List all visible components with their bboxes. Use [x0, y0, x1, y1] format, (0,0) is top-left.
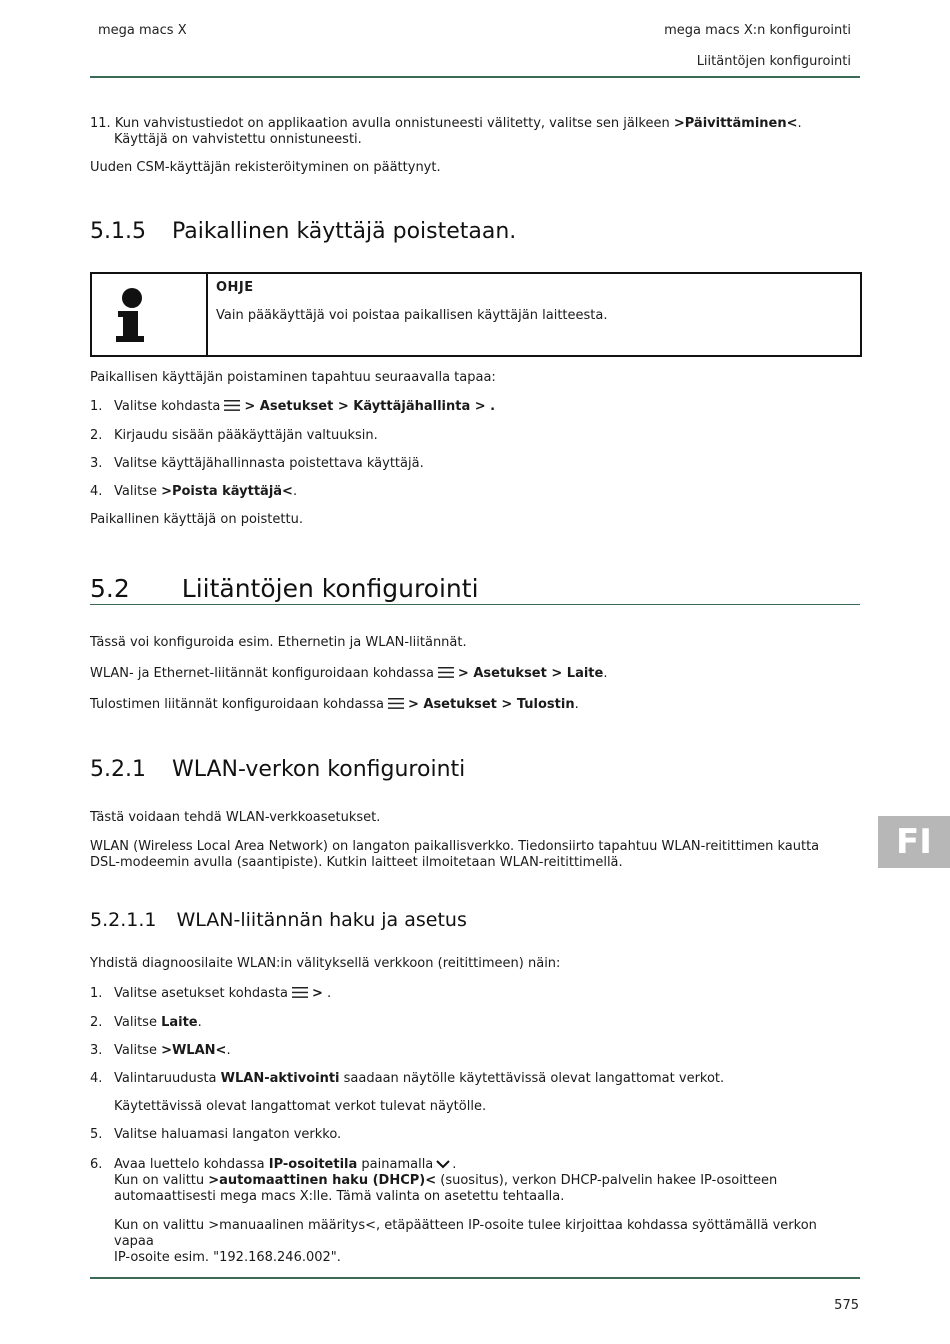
- heading-5-1-5: 5.1.5 Paikallinen käyttäjä poistetaan.: [90, 219, 517, 244]
- s52-p1: Tässä voi konfiguroida esim. Ethernetin ja WLAN-liitännät.: [90, 635, 467, 650]
- header-right-subtitle: Liitäntöjen konfigurointi: [696, 54, 851, 69]
- note-box: [90, 272, 862, 357]
- s5211-step-1: 1. Valitse asetukset kohdasta > .: [90, 986, 332, 1001]
- s5211-step-3: 3. Valitse >WLAN<.: [90, 1043, 231, 1058]
- menu-icon: [292, 987, 308, 998]
- s5211-step-2: 2. Valitse Laite.: [90, 1015, 202, 1030]
- header-right-title: mega macs X:n konfigurointi: [664, 23, 851, 38]
- language-tab: FI: [878, 816, 950, 868]
- s5211-step-6: 6. Avaa luettelo kohdassa IP-osoitetila painamalla . Kun on valittu >automaattinen haku (DHCP)< (suositus), verkon DHCP-palvelin hakee IP-osoitteen automaattisesti mega macs X:lle. Tämä valinta on asetettu tehtaalla. Kun on valittu >manuaalinen määritys<, etäpäätteen IP-osoite tulee kirjoittaa kohdassa syöttämällä verkon vapaa IP-osoite esim. "192.168.246.002".: [90, 1157, 817, 1265]
- s5211-step-4-result: Käytettävissä olevat langattomat verkot tulevat näytölle.: [114, 1099, 487, 1114]
- s521-p1: Tästä voidaan tehdä WLAN-verkkoasetukset.: [90, 810, 381, 825]
- s52-p2: WLAN- ja Ethernet-liitännät konfiguroidaan kohdassa > Asetukset > Laite.: [90, 666, 608, 681]
- note-text: Vain pääkäyttäjä voi poistaa paikallisen käyttäjän laitteesta.: [216, 308, 608, 323]
- step-result: Käyttäjä on vahvistettu onnistuneesti.: [114, 132, 362, 147]
- header-rule: [90, 76, 860, 78]
- s515-result: Paikallinen käyttäjä on poistettu.: [90, 512, 303, 527]
- intro-done: Uuden CSM-käyttäjän rekisteröityminen on päättynyt.: [90, 160, 441, 175]
- menu-icon: [388, 698, 404, 709]
- s515-lead: Paikallisen käyttäjän poistaminen tapahtuu seuraavalla tapaa:: [90, 370, 496, 385]
- info-icon: [92, 274, 206, 355]
- s5211-step-4: 4. Valintaruudusta WLAN-aktivointi saadaan näytölle käytettävissä olevat langattomat verkot.: [90, 1071, 725, 1086]
- footer-rule: [90, 1277, 860, 1279]
- s515-step-1: 1. Valitse kohdasta > Asetukset > Käyttäjähallinta > .: [90, 399, 496, 414]
- note-icon-cell: [92, 274, 208, 355]
- s521-p2: WLAN (Wireless Local Area Network) on langaton paikallisverkko. Tiedonsiirto tapahtuu WLAN-reitittimen kautta DSL-modeemin avulla (saantipiste). Kutkin laitteet ilmoitetaan WLAN-reitittimellä.: [90, 839, 820, 870]
- chevron-down-icon: [436, 1159, 450, 1169]
- s5211-lead: Yhdistä diagnoosilaite WLAN:in välityksellä verkkoon (reitittimeen) näin:: [90, 956, 561, 971]
- menu-icon: [224, 400, 240, 411]
- s52-p3: Tulostimen liitännät konfiguroidaan kohdassa > Asetukset > Tulostin.: [90, 697, 579, 712]
- heading-5-2: 5.2 Liitäntöjen konfigurointi: [90, 574, 479, 603]
- header-left: mega macs X: [98, 23, 187, 38]
- s515-step-2: 2. Kirjaudu sisään pääkäyttäjän valtuuksin.: [90, 428, 378, 443]
- step-number: 11.: [90, 116, 111, 131]
- note-title: OHJE: [216, 280, 254, 295]
- menu-icon: [438, 667, 454, 678]
- s515-step-3: 3. Valitse käyttäjähallinnasta poistettava käyttäjä.: [90, 456, 424, 471]
- page-number: 575: [834, 1298, 859, 1313]
- s5211-step-5: 5. Valitse haluamasi langaton verkko.: [90, 1127, 342, 1142]
- heading-5-2-1-1: 5.2.1.1 WLAN-liitännän haku ja asetus: [90, 909, 467, 931]
- s515-step-4: 4. Valitse >Poista käyttäjä<.: [90, 484, 298, 499]
- intro-step-11: 11. Kun vahvistustiedot on applikaation avulla onnistuneesti välitetty, valitse sen jälkeen >Päivittäminen<. Käyttäjä on vahvistettu onnistuneesti.: [90, 116, 860, 148]
- section-rule: [90, 604, 860, 605]
- heading-5-2-1: 5.2.1 WLAN-verkon konfigurointi: [90, 757, 466, 782]
